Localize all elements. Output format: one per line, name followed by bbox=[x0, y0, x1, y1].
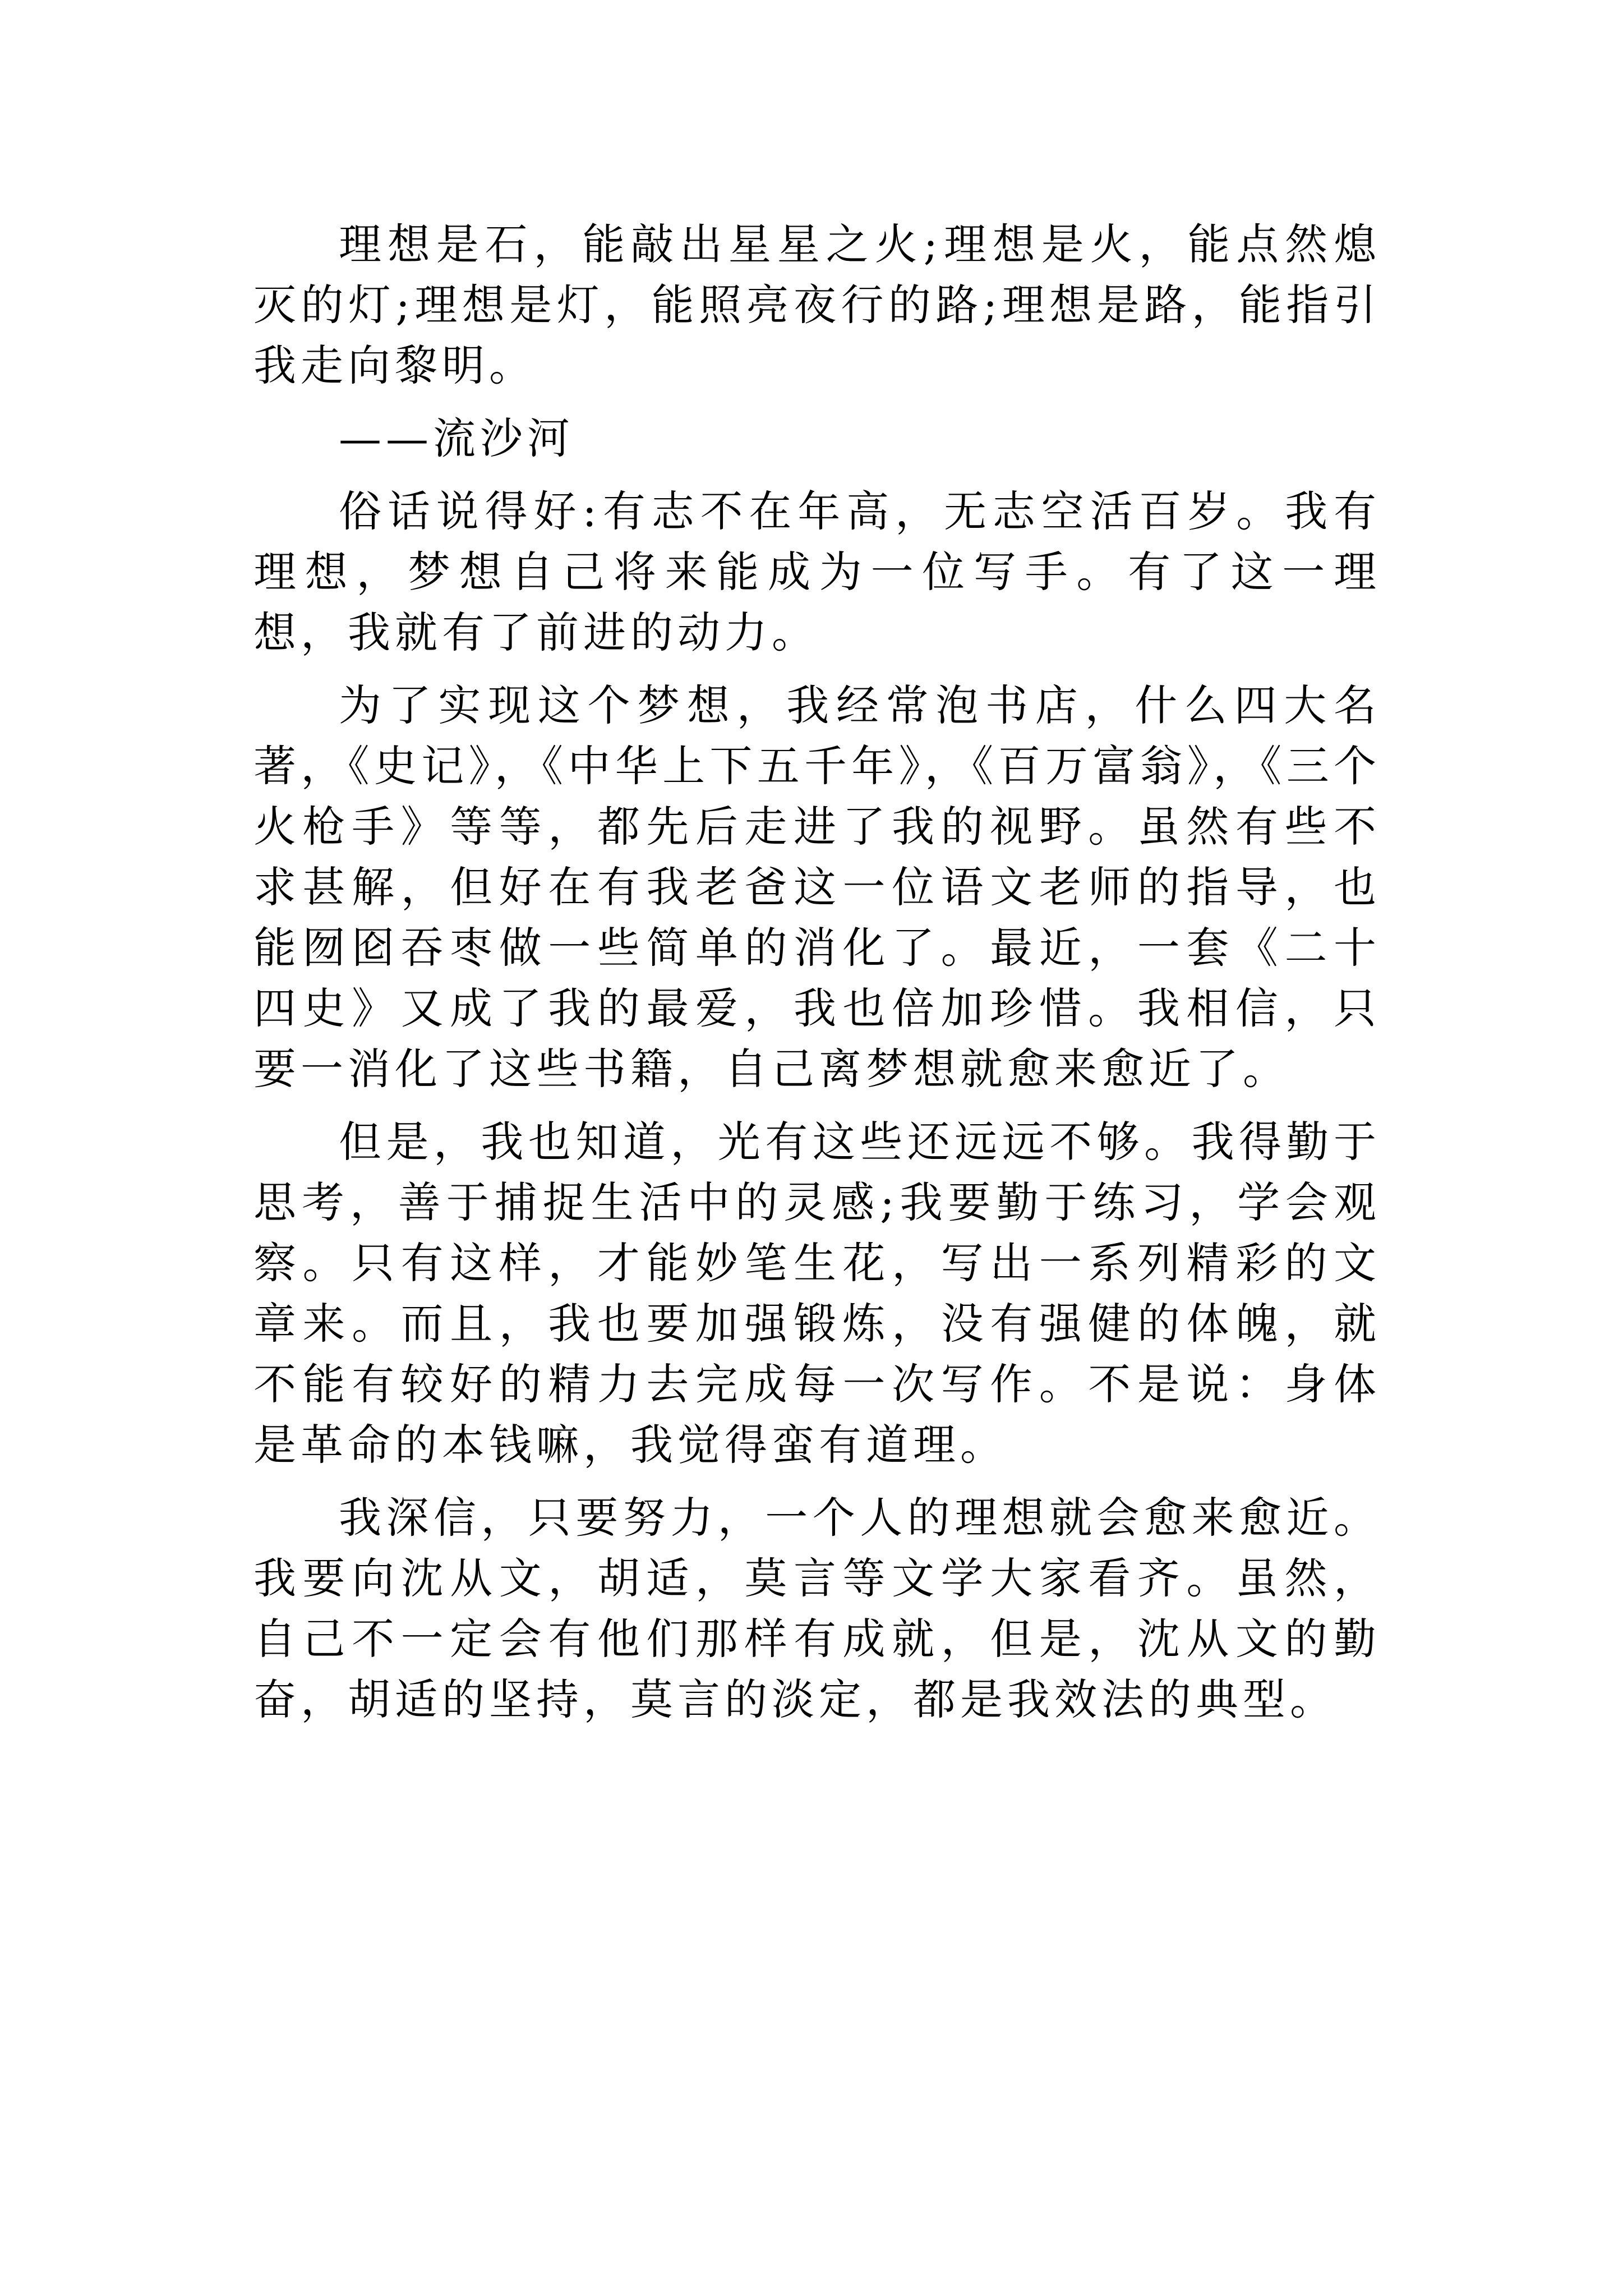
body-paragraph-3: 但是，我也知道，光有这些还远远不够。我得勤于思考，善于捕捉生活中的灵感;我要勤于练习，学会观察。只有这样，才能妙笔生花，写出一系列精彩的文章来。而且，我也要加强锻炼，没有强健的体魄，就不能有较好的精力去完成每一次写作。不是说：身体是革命的本钱嘛，我觉得蛮有道理。 bbox=[253, 1117, 1381, 1470]
body-paragraph-1: 俗话说得好:有志不在年高，无志空活百岁。我有理想，梦想自己将来能成为一位写手。有了这一理想，我就有了前进的动力。 bbox=[253, 486, 1381, 657]
body-paragraph-4: 我深信，只要努力，一个人的理想就会愈来愈近。我要向沈从文，胡适，莫言等文学大家看齐。虽然，自己不一定会有他们那样有成就，但是，沈从文的勤奋，胡适的坚持，莫言的淡定，都是我效法的典型。 bbox=[253, 1493, 1381, 1724]
quote-paragraph: 理想是石，能敲出星星之火;理想是火，能点然熄灭的灯;理想是灯，能照亮夜行的路;理想是路，能指引我走向黎明。 bbox=[253, 219, 1381, 390]
quote-attribution: ——流沙河 bbox=[339, 413, 574, 463]
body-paragraph-2: 为了实现这个梦想，我经常泡书店，什么四大名著，《史记》，《中华上下五千年》，《百万富翁》，《三个火枪手》等等，都先后走进了我的视野。虽然有些不求甚解，但好在有我老爸这一位语文老师的指导，也能囫囵吞枣做一些简单的消化了。最近，一套《二十四史》又成了我的最爱，我也倍加珍惜。我相信，只要一消化了这些书籍，自己离梦想就愈来愈近了。 bbox=[253, 680, 1381, 1094]
essay-body bbox=[253, 214, 1381, 1742]
